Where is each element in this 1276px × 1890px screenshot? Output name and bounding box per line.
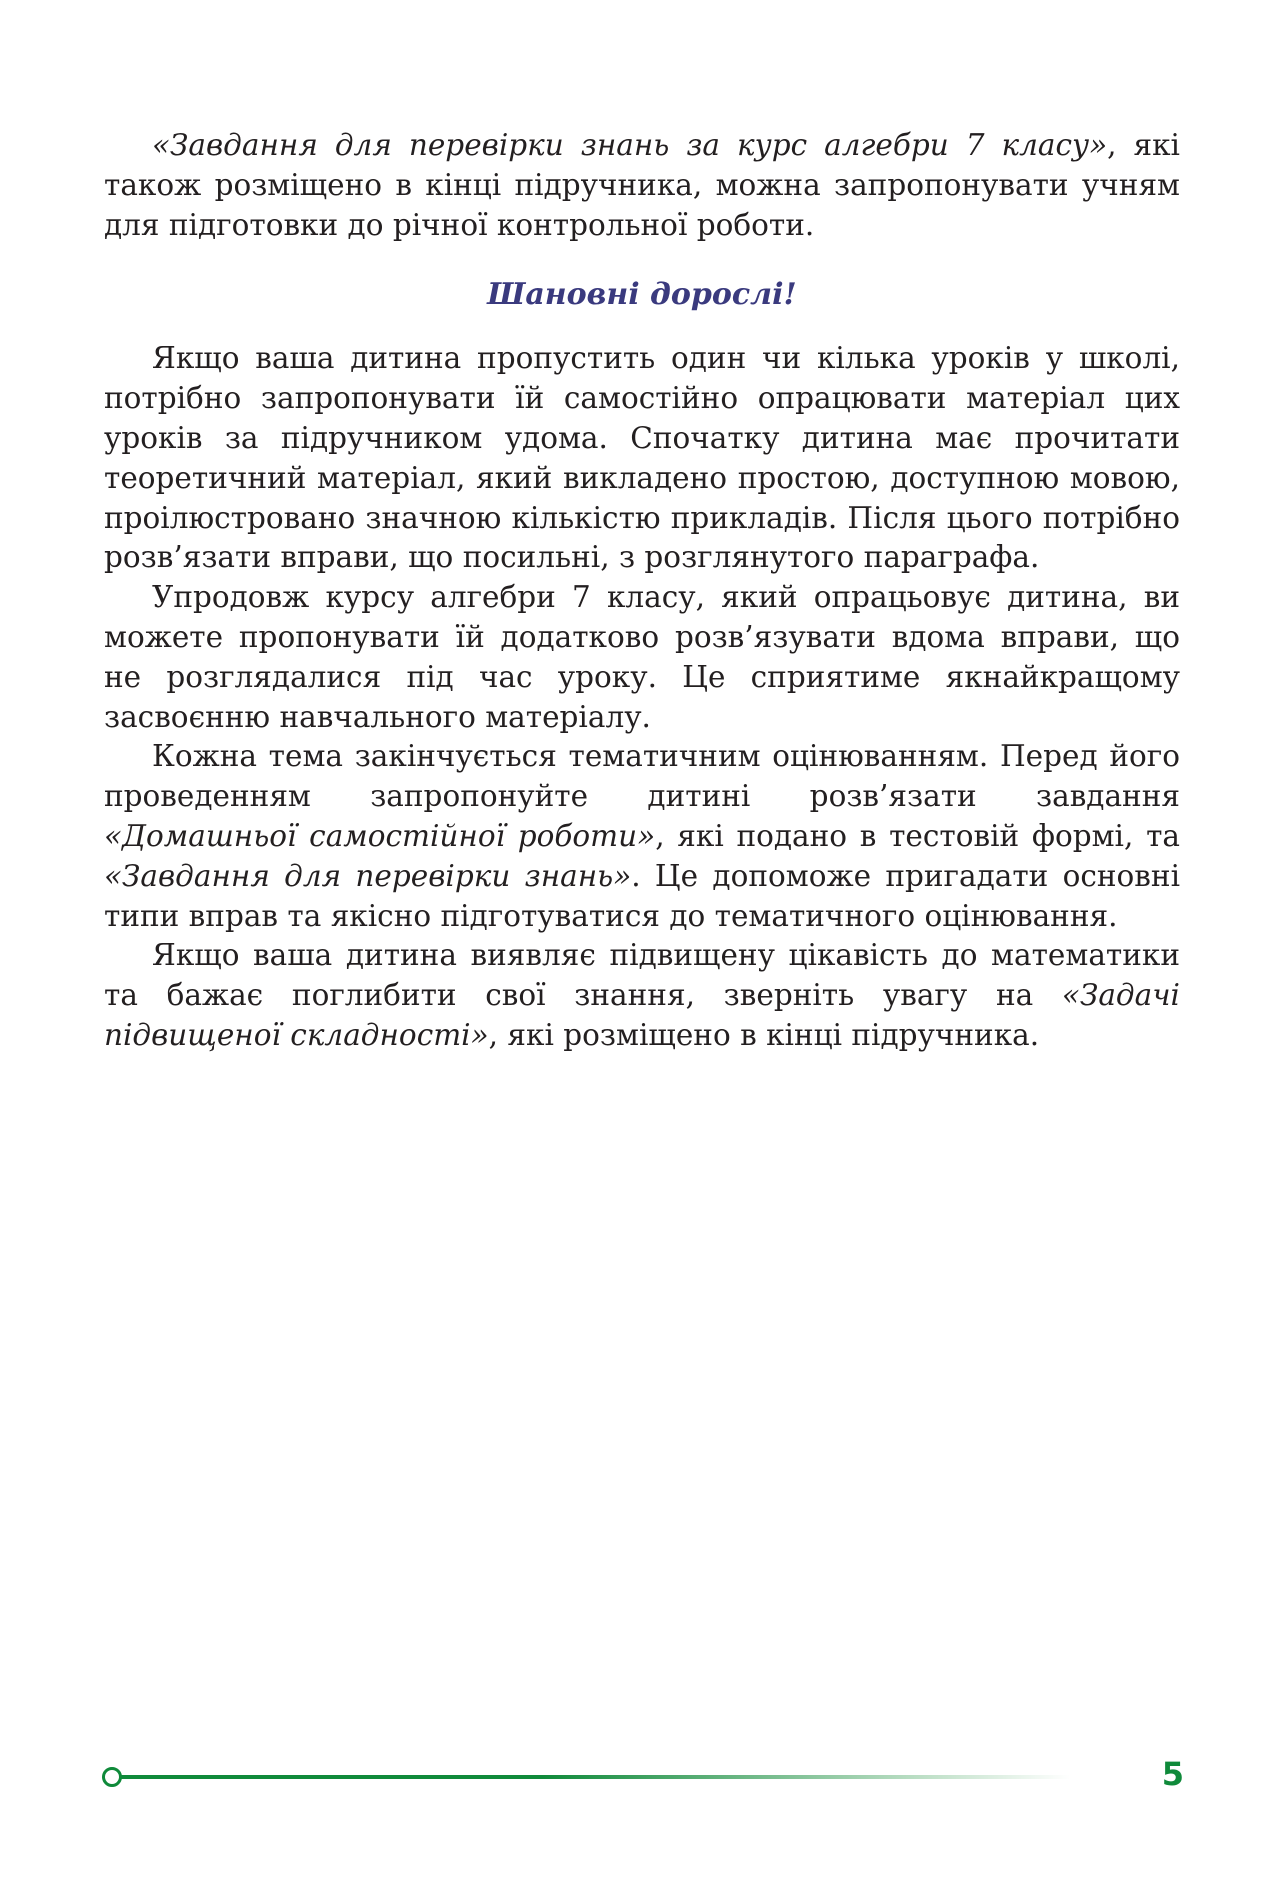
paragraph-intro	[104, 126, 1180, 245]
paragraph-advanced	[104, 936, 1180, 1055]
paragraph-text: . Це допоможе пригадати основні типи вправ та якісно підготуватися до тематичного оцінювання.	[104, 858, 1181, 933]
footer-rule	[110, 1775, 1070, 1779]
paragraph-text: , які також розміщено в кінці підручника, можна запропонувати учням для підготовки до річної контрольної роботи.	[104, 128, 1180, 242]
paragraph-text: , які подано в тестовій формі, та	[655, 818, 1180, 853]
page-number: 5	[1161, 1755, 1184, 1793]
paragraph-text: Кожна тема закінчується тематичним оцінюванням. Перед його проведенням запропонуйте дитині розв’язати завдання	[104, 739, 1180, 814]
quoted-title: «Завдання для перевірки знань за курс алгебри 7 класу»	[152, 128, 1108, 162]
paragraph-assessment	[104, 737, 1180, 936]
section-heading: Шановні дорослі!	[487, 277, 797, 313]
quoted-title: «Домашньої самостійної роботи»	[104, 818, 656, 853]
quoted-title: «Завдання для перевірки знань»	[104, 858, 632, 893]
paragraph-homework: Упродовж курсу алгебри 7 класу, який опрацьовує дитина, ви можете пропонувати їй додатково розв’язувати вдома вправи, що не розглядалися під час уроку. Це сприятиме якнайкращому засвоєнню навчального матеріалу.	[104, 580, 1180, 734]
paragraph-text: Якщо ваша дитина виявляє підвищену цікавість до математики та бажає поглибити свої знання, зверніть увагу на	[104, 938, 1180, 1013]
quoted-title: «Задачі підвищеної складності»	[104, 978, 1180, 1052]
page-body	[104, 126, 1180, 1056]
paragraph-missed-lessons: Якщо ваша дитина пропустить один чи кілька уроків у школі, потрібно запропонувати їй самостійно опрацювати матеріал цих уроків за підручником удома. Спочатку дитина має прочитати теоретичний матеріал, який викладено простою, доступною мовою, проілюстровано значною кількістю прикладів. Після цього потрібно розв’язати вправи, що посильні, з розглянутого параграфа.	[104, 341, 1180, 575]
paragraph-text: , які розміщено в кінці підручника.	[488, 1017, 1040, 1052]
footer-circle-icon	[102, 1767, 122, 1787]
